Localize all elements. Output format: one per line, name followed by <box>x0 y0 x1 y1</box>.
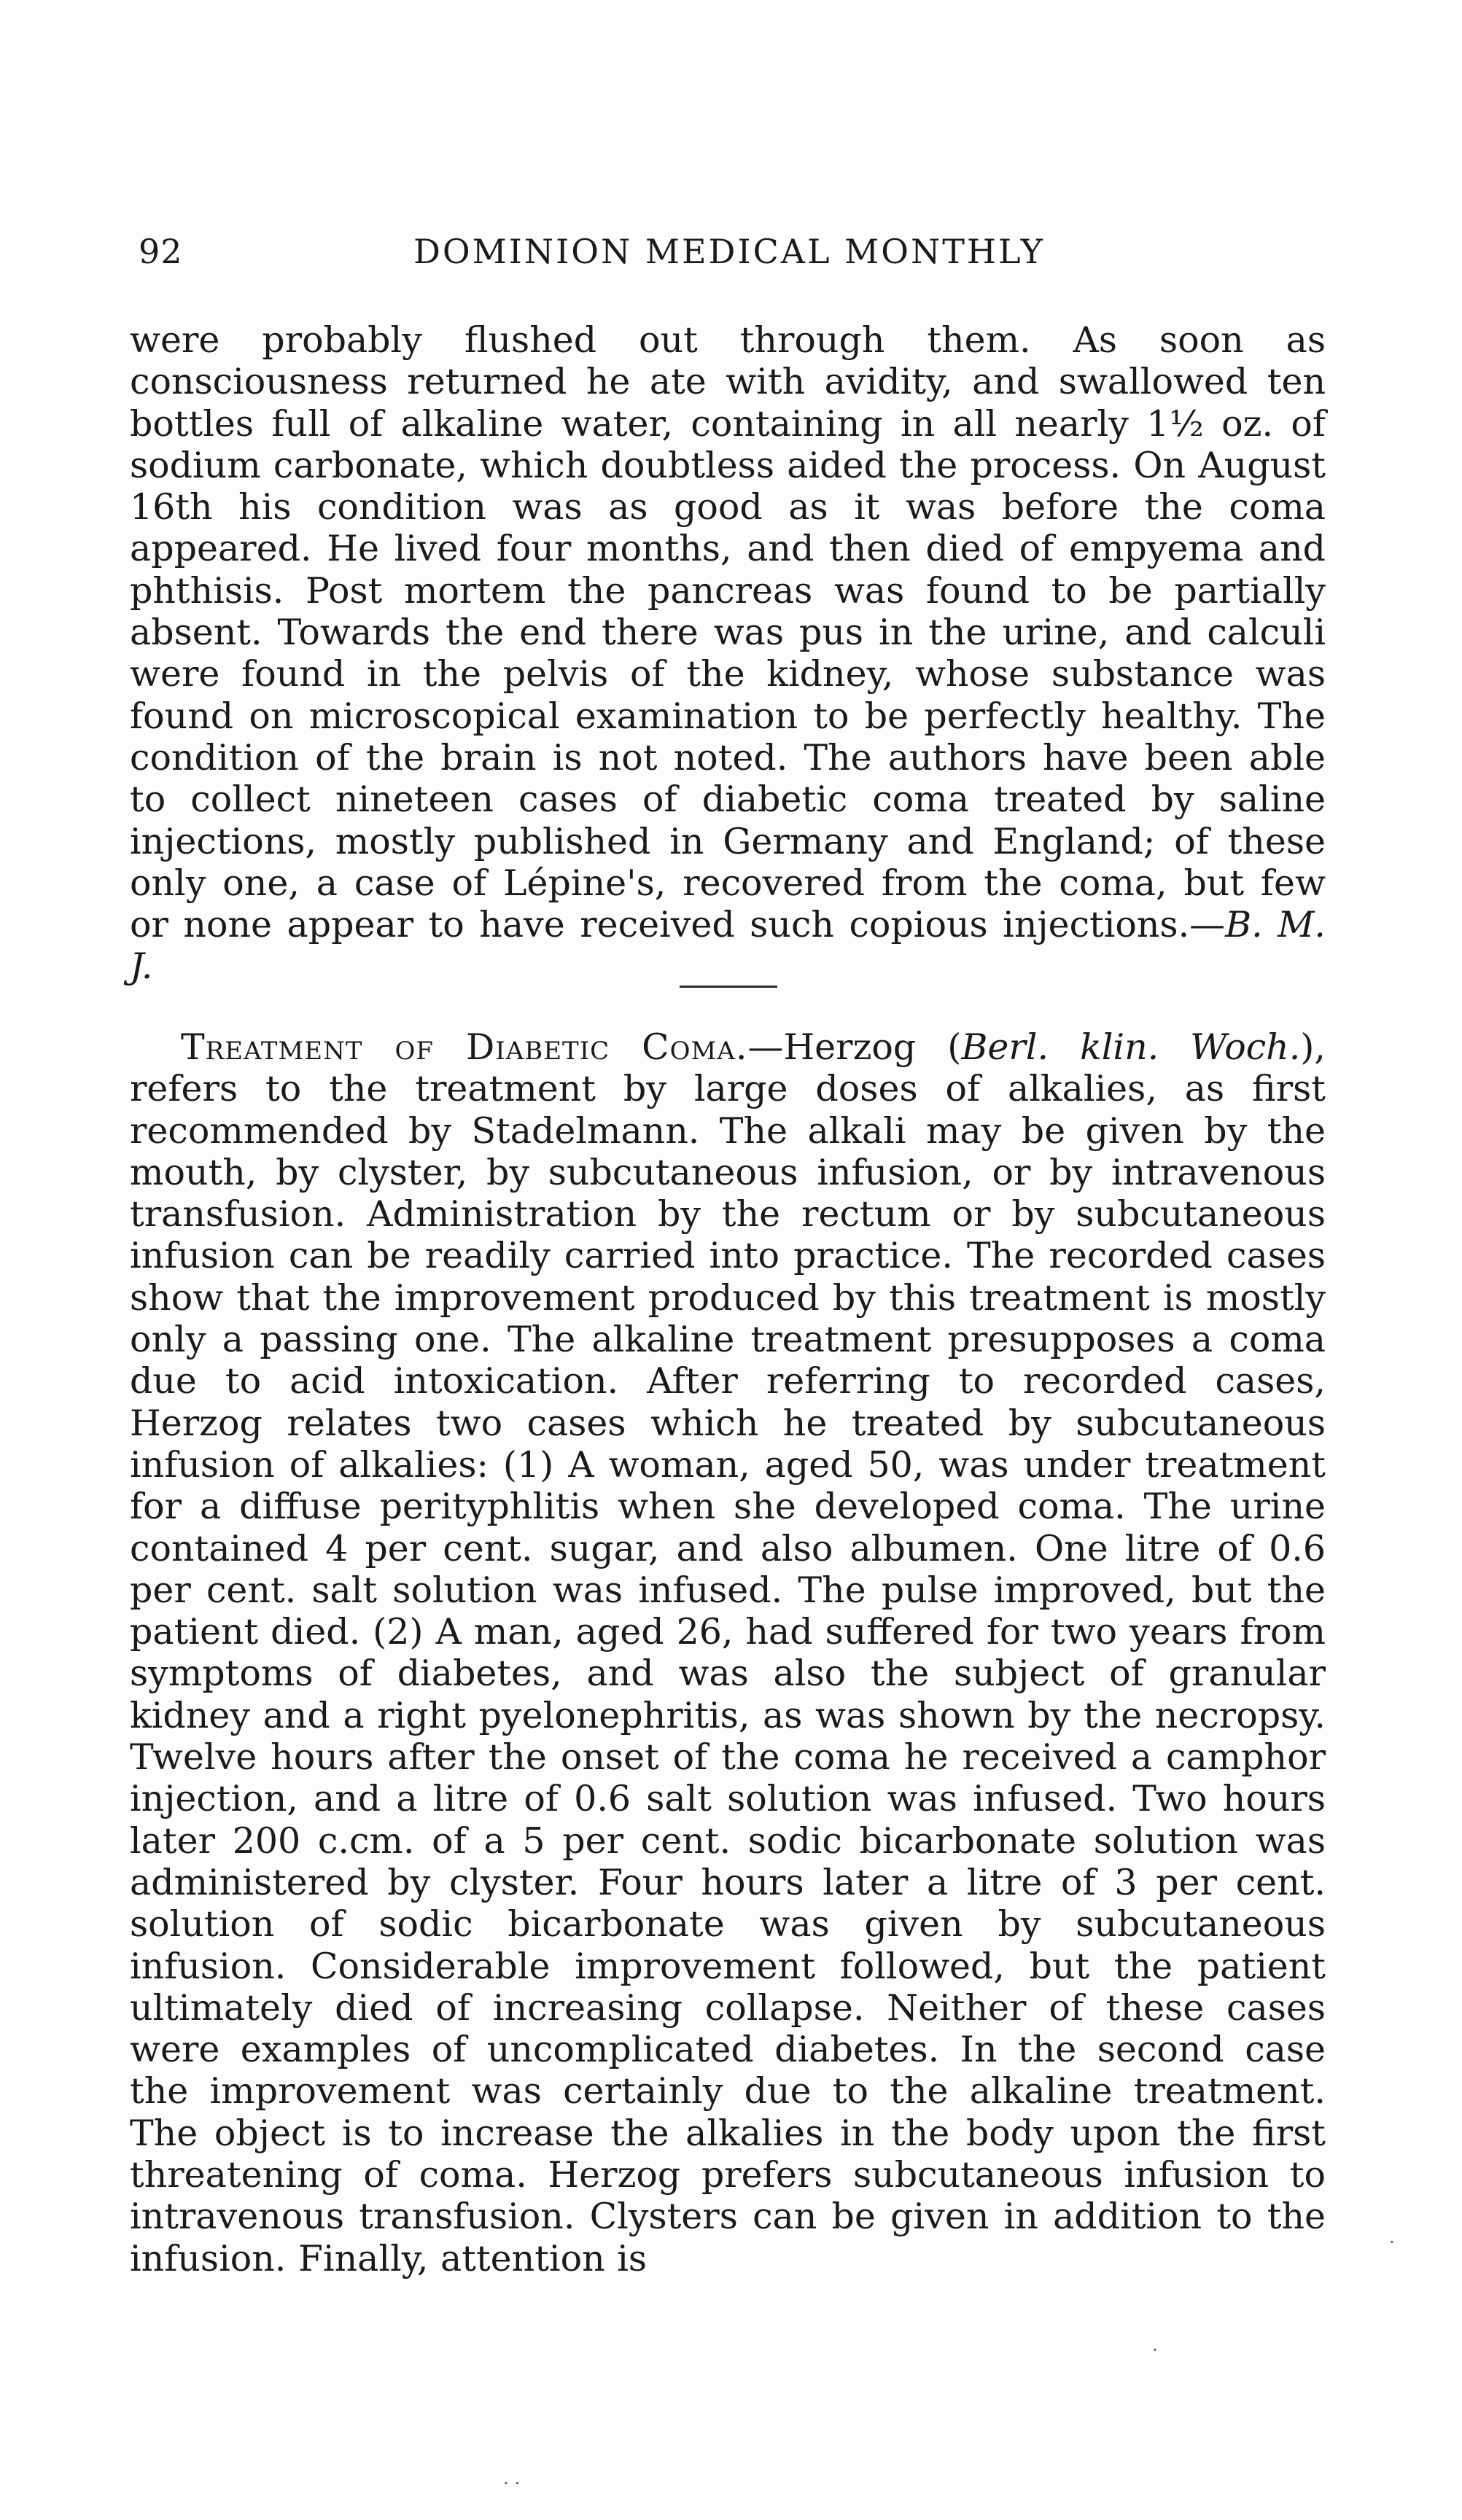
section-heading: Treatment of Diabetic Coma. <box>181 1026 748 1068</box>
page-header <box>139 232 1320 276</box>
stray-mark: ·· <box>503 2473 526 2494</box>
citation: B. M. J. <box>130 904 1326 988</box>
author-close: ), <box>1300 1026 1326 1068</box>
source-citation: Berl. klin. Woch. <box>961 1026 1301 1068</box>
paragraph-text: were probably flushed out through them. As soon as consciousness returned he ate with avidity, and swallowed ten bottles full of alkaline water, containing in all nearly 1½ oz. of sodium carbonate, which doubtless aided the process. On August 16th his condition was as good as it was before the coma appeared. He lived four months, and then died of empyema and phthisis. Post mortem the pancreas was found to be partially absent. Towards the end there was pus in the urine, and calculi were found in the pelvis of the kidney, whose substance was found on microscopical examination to be perfectly healthy. The condition of the brain is not noted. The authors have been able to collect nineteen cases of diabetic coma treated by saline injections, mostly published in Germany and England; of these only one, a case of Lépine's, recovered from the coma, but few or none appear to have received such copious injections.— <box>130 319 1326 946</box>
stray-mark: · <box>1152 2340 1158 2360</box>
stray-mark: · <box>1389 2232 1395 2252</box>
running-title: DOMINION MEDICAL MONTHLY <box>413 232 1046 271</box>
paragraph-continued <box>130 319 1326 988</box>
page-number: 92 <box>139 232 183 271</box>
section-divider <box>680 986 777 988</box>
author-intro: —Herzog ( <box>747 1026 962 1068</box>
paragraph-treatment <box>130 1026 1326 2279</box>
paragraph-text: refers to the treatment by large doses of alkalies, as first recommended by Stadelmann. The alkali may be given by the mouth, by clyster, by subcutaneous infusion, or by intravenous transfusion. Administration by the rectum or by subcutaneous infusion can be readily carried into practice. The recorded cases show that the improvement produced by this treatment is mostly only a passing one. The alkaline treatment presupposes a coma due to acid intoxication. After referring to recorded cases, Herzog relates two cases which he treated by subcutaneous infusion of alkalies: (1) A woman, aged 50, was under treatment for a diffuse perityphlitis when she developed coma. The urine contained 4 per cent. sugar, and also albumen. One litre of 0.6 per cent. salt solution was infused. The pulse improved, but the patient died. (2) A man, aged 26, had suffered for two years from symptoms of diabetes, and was also the subject of granular kidney and a right pyelonephritis, as was shown by the necropsy. Twelve hours after the onset of the coma he received a camphor injection, and a litre of 0.6 salt solution was infused. Two hours later 200 c.cm. of a 5 per cent. sodic bicarbonate solution was administered by clyster. Four hours later a litre of 3 per cent. solution of sodic bicarbonate was given by subcutaneous infusion. Considerable improvement followed, but the patient ultimately died of increasing collapse. Neither of these cases were examples of uncomplicated diabetes. In the second case the improvement was certainly due to the alkaline treatment. The object is to increase the alkalies in the body upon the first threatening of coma. Herzog prefers subcutaneous infusion to intravenous transfusion. Clysters can be given in addition to the infusion. Finally, attention is <box>130 1068 1326 2279</box>
